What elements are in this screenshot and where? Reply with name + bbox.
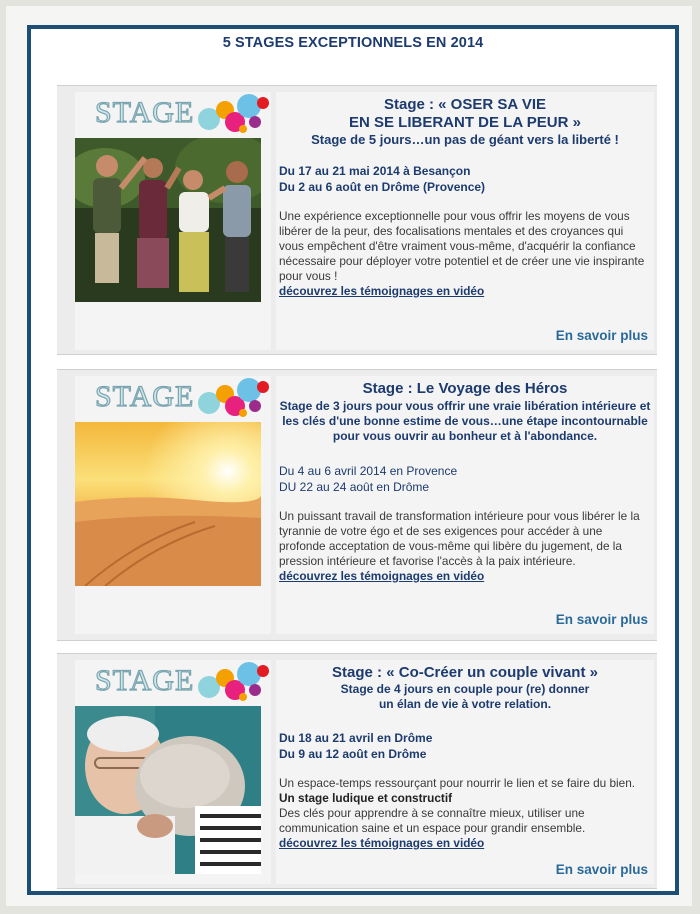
stage-title: Stage : « OSER SA VIE — [384, 96, 546, 113]
stage-description: Un puissant travail de transformation intérieure pour vous libérer le la tyrannie de votre égo et de ses exigences pour accéder à une profonde acceptation de vous-même qui libère du jugement, de la pression intérieure et favorise l'accès à la paix intérieure. — [279, 509, 640, 568]
bubbles-icon — [75, 376, 271, 422]
stage-subtitle: Stage de 5 jours…un pas de géant vers la liberté ! — [311, 132, 619, 147]
stage-date-2: Du 9 au 12 août en Drôme — [279, 747, 427, 761]
stage-subtitle-line2: un élan de vie à votre relation. — [378, 697, 552, 711]
stage-card-1 — [57, 85, 657, 355]
learn-more-link[interactable]: En savoir plus — [555, 328, 648, 343]
desert-sunset-photo — [75, 422, 271, 586]
bubbles-icon — [75, 660, 271, 706]
learn-more-link[interactable]: En savoir plus — [555, 862, 648, 877]
stage-description: Une expérience exceptionnelle pour vous offrir les moyens de vous libérer de la peur, des focalisations mentales et des croyances qui vous empêchent d'être vraiment vous-même, d'acquérir la confiance nécessaire pour déployer votre potentiel et de créer une vie inspirante pour vous ! — [279, 209, 645, 283]
stage-date-1: Du 17 au 21 mai 2014 à Besançon — [279, 164, 471, 178]
stage-dates — [276, 463, 654, 495]
stage-image-panel — [75, 376, 271, 634]
stage-description — [276, 776, 654, 836]
stage-logo: STAGE — [75, 92, 271, 138]
video-testimonials-link[interactable]: découvrez les témoignages en vidéo — [279, 569, 485, 583]
stage-image-panel — [75, 92, 271, 350]
stage-logo: STAGE — [75, 660, 271, 706]
stage-image-panel — [75, 660, 271, 884]
stage-subtitle-line3: pour vous ouvrir au bonheur et à l'abondance. — [332, 429, 598, 443]
stage-subtitle-line1: Stage de 4 jours en couple pour (re) donner — [340, 682, 590, 696]
stage-logo: STAGE — [75, 376, 271, 422]
stage-date-1: Du 18 au 21 avril en Drôme — [279, 731, 433, 745]
stage-info-panel — [276, 660, 654, 884]
couple-embrace-photo — [75, 706, 271, 874]
newsletter-frame — [27, 25, 679, 895]
learn-more-link[interactable]: En savoir plus — [555, 612, 648, 627]
stage-date-1: Du 4 au 6 avril 2014 en Provence — [279, 464, 458, 478]
page-background — [6, 6, 692, 906]
bubbles-icon — [75, 92, 271, 138]
stage-description-line2: Des clés pour apprendre à se connaître mieux, utiliser une communication saine et un espace pour grandir ensemble. — [279, 806, 586, 835]
stage-description-line1: Un espace-temps ressourçant pour nourrir le lien et se faire du bien. — [279, 776, 636, 790]
stage-subtitle-line2: les clés d'une bonne estime de vous…une étape incontournable — [282, 414, 648, 428]
page-title: 5 STAGES EXCEPTIONNELS EN 2014 — [222, 35, 484, 51]
stage-title-line2: EN SE LIBERANT DE LA PEUR » — [349, 114, 581, 131]
stage-info-panel — [276, 376, 654, 634]
stage-card-2 — [57, 369, 657, 641]
stage-dates — [276, 163, 654, 195]
video-testimonials-link[interactable]: découvrez les témoignages en vidéo — [279, 836, 485, 850]
stage-description-bold: Un stage ludique et constructif — [279, 791, 453, 805]
stage-info-panel — [276, 92, 654, 350]
stage-title: Stage : « Co-Créer un couple vivant » — [332, 664, 598, 681]
stage-title: Stage : Le Voyage des Héros — [362, 380, 568, 397]
dancing-people-photo — [75, 138, 271, 302]
stage-subtitle-line1: Stage de 3 jours pour vous offrir une vraie libération intérieure et — [279, 399, 651, 413]
stage-date-2: Du 2 au 6 août en Drôme (Provence) — [279, 180, 486, 194]
stage-card-3 — [57, 653, 657, 889]
video-testimonials-link[interactable]: découvrez les témoignages en vidéo — [279, 284, 485, 298]
stage-dates — [276, 730, 654, 762]
stage-date-2: DU 22 au 24 août en Drôme — [279, 480, 430, 494]
